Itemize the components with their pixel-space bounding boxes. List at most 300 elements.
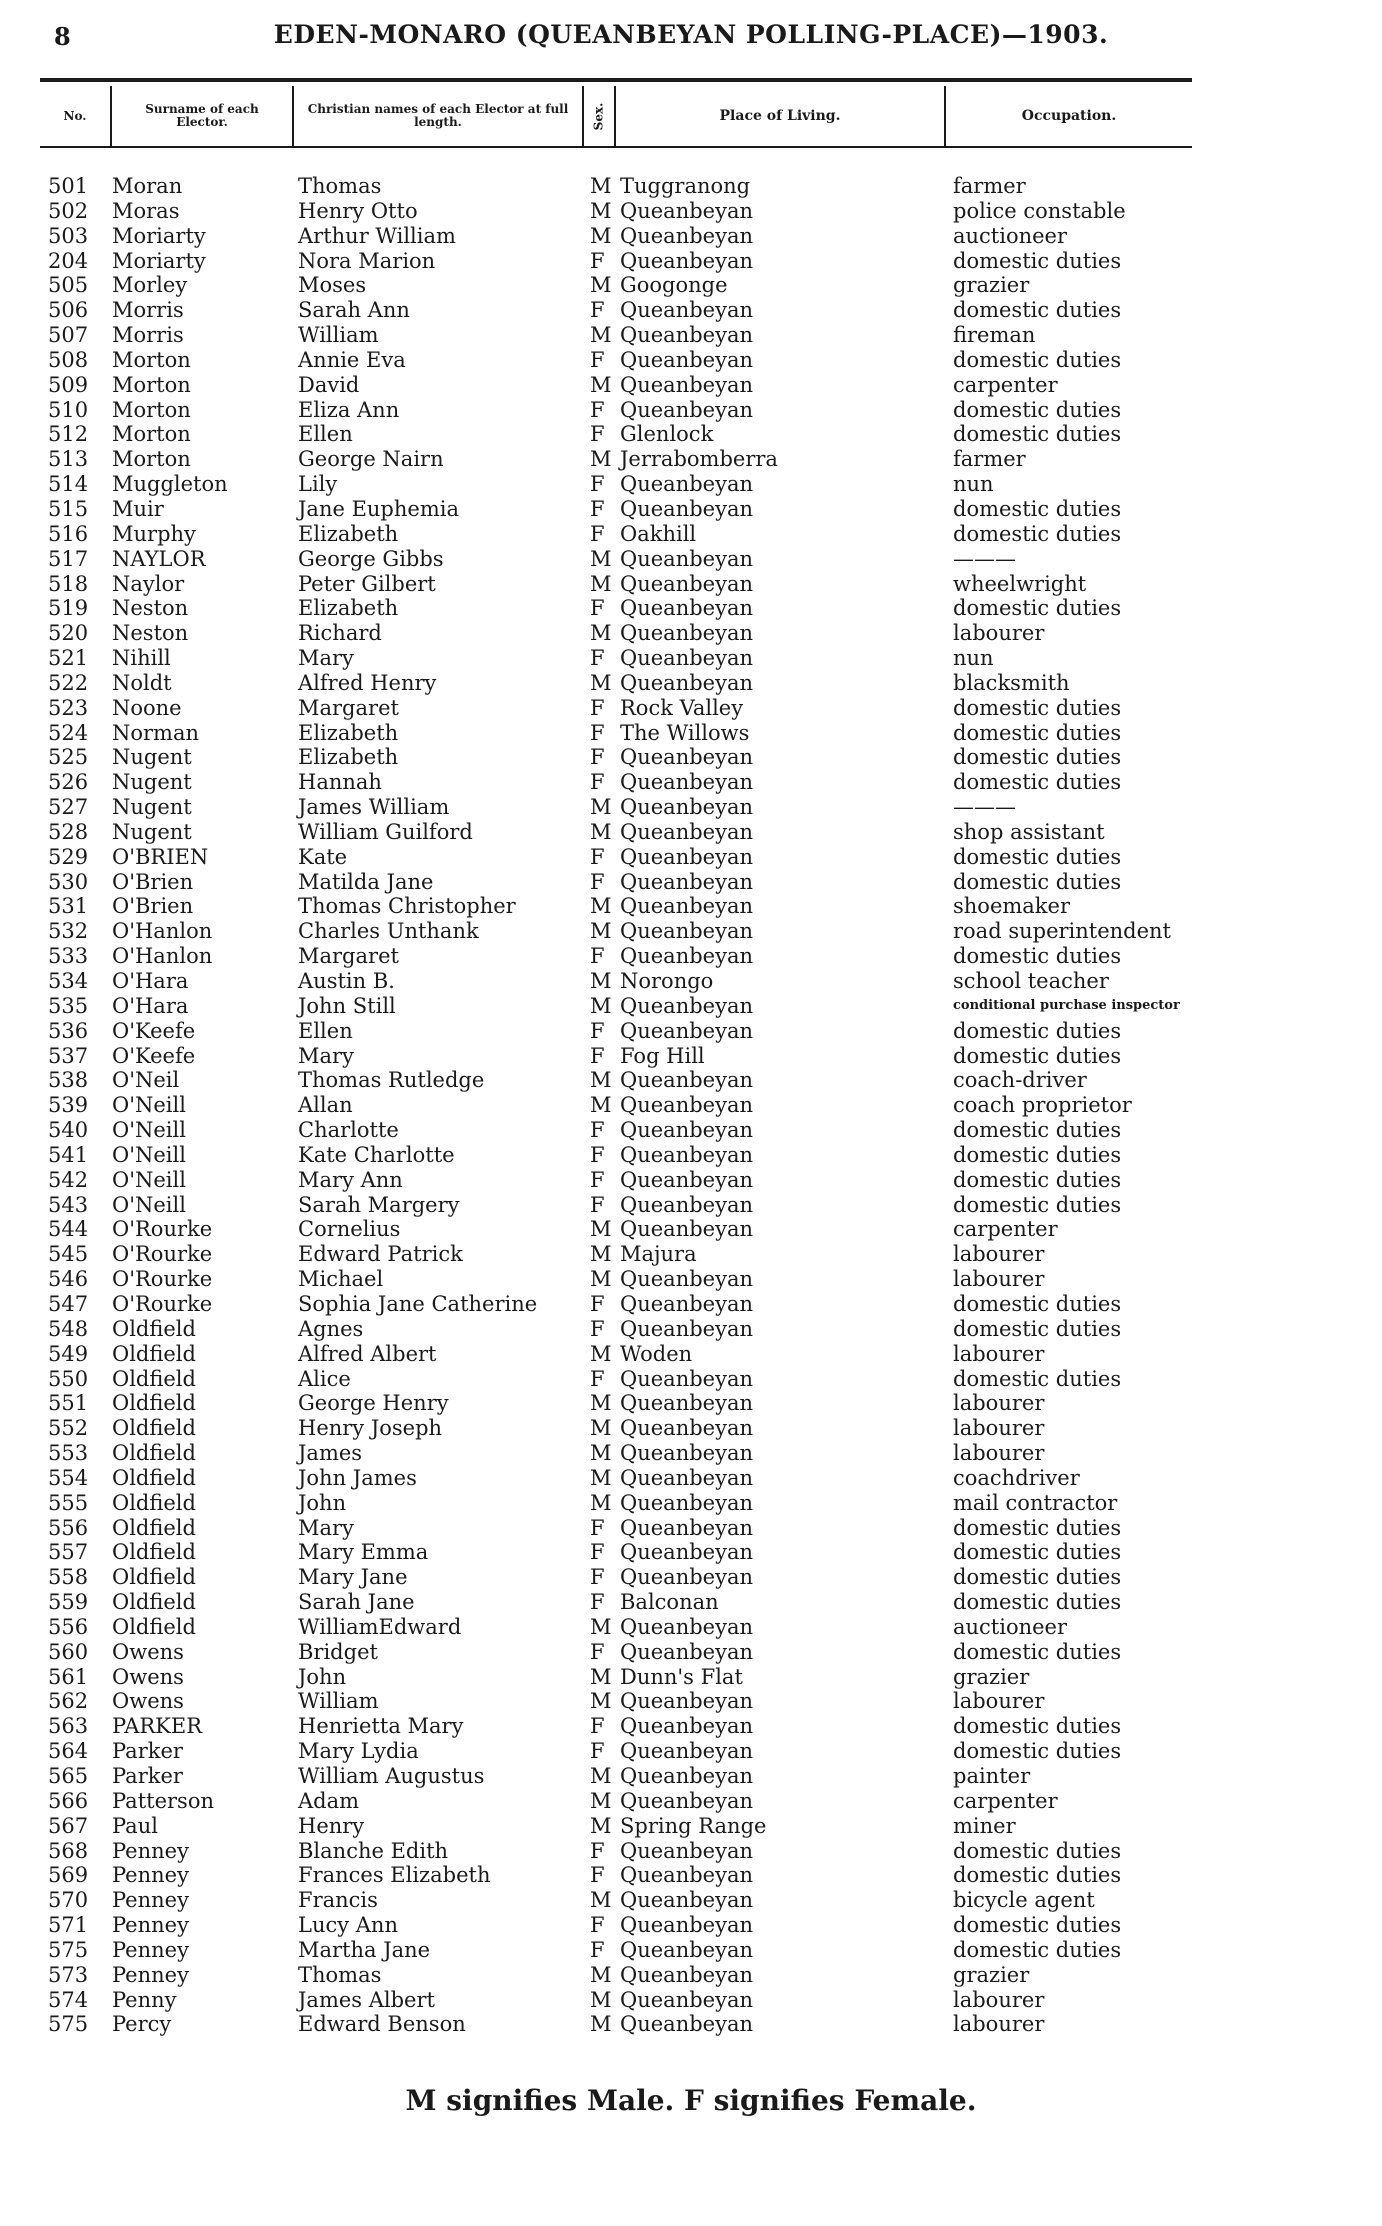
elector-surname: Percy [112,2012,172,2037]
elector-occupation: labourer [953,1689,1045,1714]
elector-place-of-living: Queanbeyan [620,646,753,671]
elector-row [0,1342,1382,1367]
elector-surname: O'Hanlon [112,944,213,969]
elector-sex: F [590,397,605,422]
elector-place-of-living: Queanbeyan [620,1068,753,1093]
elector-occupation: domestic duties [953,1714,1122,1739]
elector-surname: Penney [112,1888,189,1913]
elector-row [0,1814,1382,1839]
elector-surname: Parker [112,1764,183,1788]
elector-christian-names: John [298,1490,347,1515]
elector-occupation: grazier [953,1962,1030,1987]
elector-occupation: domestic duties [953,745,1122,770]
elector-row [0,1143,1382,1168]
elector-sex: M [590,546,612,571]
elector-place-of-living: Queanbeyan [620,1614,753,1639]
elector-row [0,1789,1382,1814]
elector-occupation: domestic duties [953,1192,1122,1217]
elector-occupation: domestic duties [953,944,1122,969]
elector-occupation: miner [953,1813,1016,1838]
elector-sex: F [590,1863,605,1888]
elector-number: 549 [48,1341,89,1366]
elector-christian-names: Ellen [298,1018,353,1043]
elector-row [0,1963,1382,1988]
elector-surname: PARKER [112,1714,203,1739]
elector-place-of-living: Queanbeyan [620,372,753,397]
elector-place-of-living: Queanbeyan [620,571,753,596]
elector-row [0,770,1382,795]
elector-row [0,1540,1382,1565]
elector-place-of-living: Queanbeyan [620,1018,753,1043]
elector-surname: Morton [112,397,191,422]
elector-place-of-living: Queanbeyan [620,1416,753,1441]
elector-occupation: mail contractor [953,1490,1118,1515]
elector-sex: M [590,670,612,695]
elector-occupation: domestic duties [953,496,1122,521]
elector-number: 546 [48,1267,89,1292]
elector-sex: M [590,1664,612,1689]
elector-row [0,870,1382,895]
elector-christian-names: Arthur William [298,223,456,248]
elector-place-of-living: Queanbeyan [620,1764,753,1788]
elector-place-of-living: Queanbeyan [620,1291,753,1316]
elector-sex: F [590,1739,605,1764]
elector-sex: F [590,1018,605,1043]
elector-number: 509 [48,372,89,397]
elector-place-of-living: Queanbeyan [620,1465,753,1490]
elector-occupation: coachdriver [953,1465,1080,1490]
elector-sex: F [590,1937,605,1962]
elector-row [0,298,1382,323]
elector-place-of-living: Queanbeyan [620,1267,753,1292]
elector-sex: M [590,969,612,993]
elector-sex: F [590,472,605,497]
elector-row [0,1416,1382,1441]
elector-place-of-living: Queanbeyan [620,1167,753,1192]
elector-place-of-living: Queanbeyan [620,621,753,646]
elector-christian-names: Frances Elizabeth [298,1863,491,1888]
elector-number: 533 [48,944,89,969]
column-header-place: Place of Living. [616,86,946,146]
elector-christian-names: William Guilford [298,819,473,844]
elector-row [0,1938,1382,1963]
elector-surname: O'Brien [112,869,194,894]
elector-christian-names: Elizabeth [298,745,399,770]
elector-sex: F [590,1167,605,1192]
elector-surname: Neston [112,621,189,646]
elector-place-of-living: Queanbeyan [620,1192,753,1217]
elector-christian-names: Lily [298,472,338,497]
elector-christian-names: Margaret [298,944,399,969]
sex-legend-footer: M signifies Male. F signifies Female. [405,2084,977,2117]
elector-surname: Muggleton [112,472,228,497]
elector-christian-names: Allan [298,1093,353,1118]
elector-number: 529 [48,844,89,869]
elector-christian-names: Henry [298,1813,365,1838]
elector-sex: F [590,869,605,894]
elector-number: 522 [48,670,89,695]
column-header-sex-label: Sex. [591,102,606,130]
elector-occupation: fireman [953,323,1036,348]
elector-surname: O'Rourke [112,1267,213,1292]
elector-christian-names: Sarah Ann [298,298,410,323]
elector-sex: M [590,819,612,844]
elector-place-of-living: Queanbeyan [620,1788,753,1813]
elector-sex: F [590,1192,605,1217]
elector-sex: F [590,1565,605,1590]
elector-number: 507 [48,323,89,348]
elector-christian-names: Margaret [298,695,399,720]
elector-place-of-living: Jerrabomberra [620,447,778,472]
elector-place-of-living: Queanbeyan [620,248,753,273]
elector-sex: M [590,571,612,596]
elector-row [0,1292,1382,1317]
elector-christian-names: Mary [298,1043,354,1068]
elector-surname: Morton [112,422,191,447]
elector-christian-names: Matilda Jane [298,869,434,894]
elector-sex: F [590,770,605,795]
elector-sex: F [590,844,605,869]
elector-sex: M [590,1068,612,1093]
elector-surname: Morris [112,323,184,348]
elector-surname: Paul [112,1813,158,1838]
elector-place-of-living: Balconan [620,1590,719,1615]
elector-sex: M [590,993,612,1018]
elector-occupation: domestic duties [953,844,1122,869]
elector-place-of-living: Queanbeyan [620,819,753,844]
elector-surname: Moriarty [112,248,206,273]
elector-sex: M [590,1813,612,1838]
elector-occupation: carpenter [953,1788,1058,1813]
elector-surname: Oldfield [112,1590,196,1615]
elector-number: 534 [48,969,89,993]
elector-sex: F [590,1590,605,1615]
elector-place-of-living: Queanbeyan [620,1888,753,1913]
elector-row [0,273,1382,298]
elector-surname: O'Brien [112,894,194,919]
elector-place-of-living: Queanbeyan [620,1118,753,1143]
elector-number: 542 [48,1167,89,1192]
elector-place-of-living: Queanbeyan [620,1639,753,1664]
elector-sex: M [590,323,612,348]
elector-sex: F [590,1366,605,1391]
elector-christian-names: Jane Euphemia [298,496,459,521]
elector-row [0,1367,1382,1392]
elector-sex: M [590,1217,612,1242]
elector-number: 503 [48,223,89,248]
elector-sex: F [590,1913,605,1938]
elector-christian-names: Kate Charlotte [298,1142,455,1167]
elector-surname: Nugent [112,819,192,844]
elector-surname: O'Neill [112,1192,186,1217]
elector-number: 553 [48,1441,89,1466]
elector-number: 566 [48,1788,89,1813]
elector-row [0,1640,1382,1665]
elector-row [0,696,1382,721]
elector-place-of-living: Queanbeyan [620,1937,753,1962]
elector-occupation: domestic duties [953,695,1122,720]
elector-place-of-living: Queanbeyan [620,670,753,695]
elector-sex: M [590,1764,612,1788]
elector-sex: M [590,372,612,397]
elector-surname: O'Neill [112,1167,186,1192]
elector-place-of-living: Queanbeyan [620,1714,753,1739]
elector-place-of-living: Queanbeyan [620,323,753,348]
elector-number: 513 [48,447,89,472]
elector-surname: Penny [112,1987,177,2012]
elector-sex: F [590,1043,605,1068]
elector-christian-names: Eliza Ann [298,397,400,422]
elector-christian-names: Mary [298,1515,354,1540]
elector-number: 541 [48,1142,89,1167]
elector-surname: O'Rourke [112,1242,213,1267]
elector-number: 523 [48,695,89,720]
elector-number: 559 [48,1590,89,1615]
elector-row [0,1590,1382,1615]
elector-place-of-living: Queanbeyan [620,795,753,820]
elector-place-of-living: Queanbeyan [620,1093,753,1118]
elector-occupation: domestic duties [953,1739,1122,1764]
elector-christian-names: George Nairn [298,447,444,472]
elector-occupation: farmer [953,447,1026,472]
elector-occupation: domestic duties [953,1043,1122,1068]
elector-row [0,745,1382,770]
elector-place-of-living: Fog Hill [620,1043,705,1068]
elector-christian-names: William [298,1689,379,1714]
header-rule [40,78,1192,82]
elector-surname: O'Keefe [112,1043,196,1068]
elector-sex: F [590,1316,605,1341]
elector-place-of-living: Queanbeyan [620,1565,753,1590]
elector-surname: Neston [112,596,189,621]
elector-surname: Penney [112,1838,189,1863]
elector-number: 555 [48,1490,89,1515]
elector-occupation: wheelwright [953,571,1087,596]
elector-sex: F [590,422,605,447]
elector-row [0,1888,1382,1913]
page-title: EDEN-MONARO (QUEANBEYAN POLLING-PLACE)—1903. [273,20,1109,49]
elector-surname: O'Hanlon [112,919,213,944]
elector-sex: F [590,1639,605,1664]
elector-surname: Morris [112,298,184,323]
elector-number: 563 [48,1714,89,1739]
elector-number: 515 [48,496,89,521]
elector-surname: Morley [112,273,188,298]
elector-place-of-living: Queanbeyan [620,894,753,919]
elector-row [0,1913,1382,1938]
elector-place-of-living: Tuggranong [620,174,751,198]
elector-surname: O'Rourke [112,1217,213,1242]
elector-row [0,721,1382,746]
elector-occupation: domestic duties [953,1018,1122,1043]
elector-christian-names: Elizabeth [298,521,399,546]
elector-number: 575 [48,1937,89,1962]
elector-number: 530 [48,869,89,894]
elector-occupation: labourer [953,1391,1045,1416]
elector-row [0,323,1382,348]
elector-place-of-living: Queanbeyan [620,844,753,869]
elector-occupation: domestic duties [953,1937,1122,1962]
column-header-surname: Surname of each Elector. [112,86,294,146]
elector-christian-names: Bridget [298,1639,378,1664]
elector-sex: F [590,1291,605,1316]
elector-row [0,2012,1382,2037]
elector-occupation: domestic duties [953,1540,1122,1565]
elector-place-of-living: Queanbeyan [620,1863,753,1888]
elector-surname: Moran [112,174,183,198]
elector-number: 528 [48,819,89,844]
elector-occupation: grazier [953,273,1030,298]
elector-occupation: ——— [953,546,1016,571]
elector-surname: O'Hara [112,969,189,993]
elector-christian-names: Thomas Christopher [298,894,516,919]
elector-christian-names: David [298,372,360,397]
column-header-sex [584,86,616,146]
elector-christian-names: Nora Marion [298,248,436,273]
elector-number: 517 [48,546,89,571]
elector-row [0,1168,1382,1193]
elector-row [0,1044,1382,1069]
elector-place-of-living: Queanbeyan [620,869,753,894]
elector-place-of-living: Queanbeyan [620,1142,753,1167]
elector-occupation: domestic duties [953,770,1122,795]
elector-occupation: domestic duties [953,1565,1122,1590]
column-header-occupation: Occupation. [1021,107,1117,124]
elector-number: 545 [48,1242,89,1267]
elector-surname: O'Hara [112,993,189,1018]
elector-surname: Oldfield [112,1465,196,1490]
elector-place-of-living: Queanbeyan [620,2012,753,2037]
elector-place-of-living: Queanbeyan [620,397,753,422]
elector-number: 548 [48,1316,89,1341]
elector-place-of-living: Dunn's Flat [620,1664,743,1689]
elector-row [0,348,1382,373]
elector-sex: M [590,1490,612,1515]
elector-christian-names: Sarah Jane [298,1590,415,1615]
column-header-christian-names: Christian names of each Elector at full length. [294,86,584,146]
elector-occupation: school teacher [953,969,1109,993]
elector-row [0,1516,1382,1541]
elector-sex: F [590,1142,605,1167]
elector-sex: M [590,795,612,820]
elector-row [0,1739,1382,1764]
elector-number: 573 [48,1962,89,1987]
elector-number: 538 [48,1068,89,1093]
elector-surname: Naylor [112,571,185,596]
elector-occupation: domestic duties [953,397,1122,422]
elector-occupation: labourer [953,1987,1045,2012]
elector-sex: M [590,1441,612,1466]
elector-christian-names: Thomas Rutledge [298,1068,485,1093]
elector-occupation: domestic duties [953,1515,1122,1540]
elector-row [0,447,1382,472]
elector-christian-names: John Still [298,993,396,1018]
elector-sex: M [590,1465,612,1490]
elector-christian-names: John [298,1664,347,1689]
elector-surname: O'Neill [112,1093,186,1118]
elector-row [0,671,1382,696]
elector-christian-names: James William [298,795,450,820]
elector-place-of-living: Woden [620,1341,693,1366]
elector-surname: Murphy [112,521,196,546]
elector-occupation: conditional purchase inspector [953,997,1180,1013]
elector-occupation: labourer [953,621,1045,646]
elector-number: 519 [48,596,89,621]
elector-christian-names: William Augustus [298,1764,485,1788]
elector-christian-names: Alfred Henry [298,670,437,695]
elector-row [0,1839,1382,1864]
elector-christian-names: Sarah Margery [298,1192,460,1217]
elector-occupation: nun [953,646,994,671]
elector-row [0,547,1382,572]
elector-number: 575 [48,2012,89,2037]
elector-christian-names: Sophia Jane Catherine [298,1291,538,1316]
elector-christian-names: George Henry [298,1391,449,1416]
elector-surname: Moras [112,198,180,223]
elector-number: 560 [48,1639,89,1664]
elector-sex: M [590,198,612,223]
elector-christian-names: Thomas [298,1962,382,1987]
elector-surname: O'Neil [112,1068,180,1093]
elector-place-of-living: Queanbeyan [620,1490,753,1515]
elector-number: 567 [48,1813,89,1838]
elector-number: 543 [48,1192,89,1217]
elector-row [0,1068,1382,1093]
elector-row [0,199,1382,224]
elector-occupation: carpenter [953,372,1058,397]
elector-row [0,1242,1382,1267]
elector-christian-names: James [298,1441,363,1466]
elector-row [0,1565,1382,1590]
elector-sex: F [590,248,605,273]
elector-place-of-living: Spring Range [620,1813,767,1838]
elector-christian-names: Peter Gilbert [298,571,436,596]
elector-christian-names: Michael [298,1267,384,1292]
elector-sex: M [590,447,612,472]
elector-number: 561 [48,1664,89,1689]
elector-occupation: auctioneer [953,223,1068,248]
elector-occupation: domestic duties [953,869,1122,894]
elector-row [0,1615,1382,1640]
elector-sex: M [590,1093,612,1118]
elector-place-of-living: Queanbeyan [620,1391,753,1416]
elector-occupation: labourer [953,1441,1045,1466]
elector-sex: M [590,1888,612,1913]
elector-christian-names: Edward Patrick [298,1242,463,1267]
elector-number: 506 [48,298,89,323]
elector-surname: Penney [112,1962,189,1987]
elector-number: 535 [48,993,89,1018]
elector-christian-names: Austin B. [298,969,395,993]
elector-sex: M [590,1242,612,1267]
elector-sex: M [590,1987,612,2012]
elector-christian-names: George Gibbs [298,546,444,571]
elector-sex: M [590,1416,612,1441]
elector-row [0,1317,1382,1342]
elector-place-of-living: The Willows [620,720,750,745]
elector-row [0,646,1382,671]
elector-number: 570 [48,1888,89,1913]
elector-place-of-living: Queanbeyan [620,745,753,770]
elector-row [0,373,1382,398]
elector-christian-names: Alice [298,1366,351,1391]
elector-place-of-living: Oakhill [620,521,697,546]
elector-occupation: police constable [953,198,1126,223]
elector-sex: F [590,1515,605,1540]
elector-christian-names: Thomas [298,174,382,198]
elector-christian-names: Mary Jane [298,1565,408,1590]
elector-christian-names: Hannah [298,770,382,795]
